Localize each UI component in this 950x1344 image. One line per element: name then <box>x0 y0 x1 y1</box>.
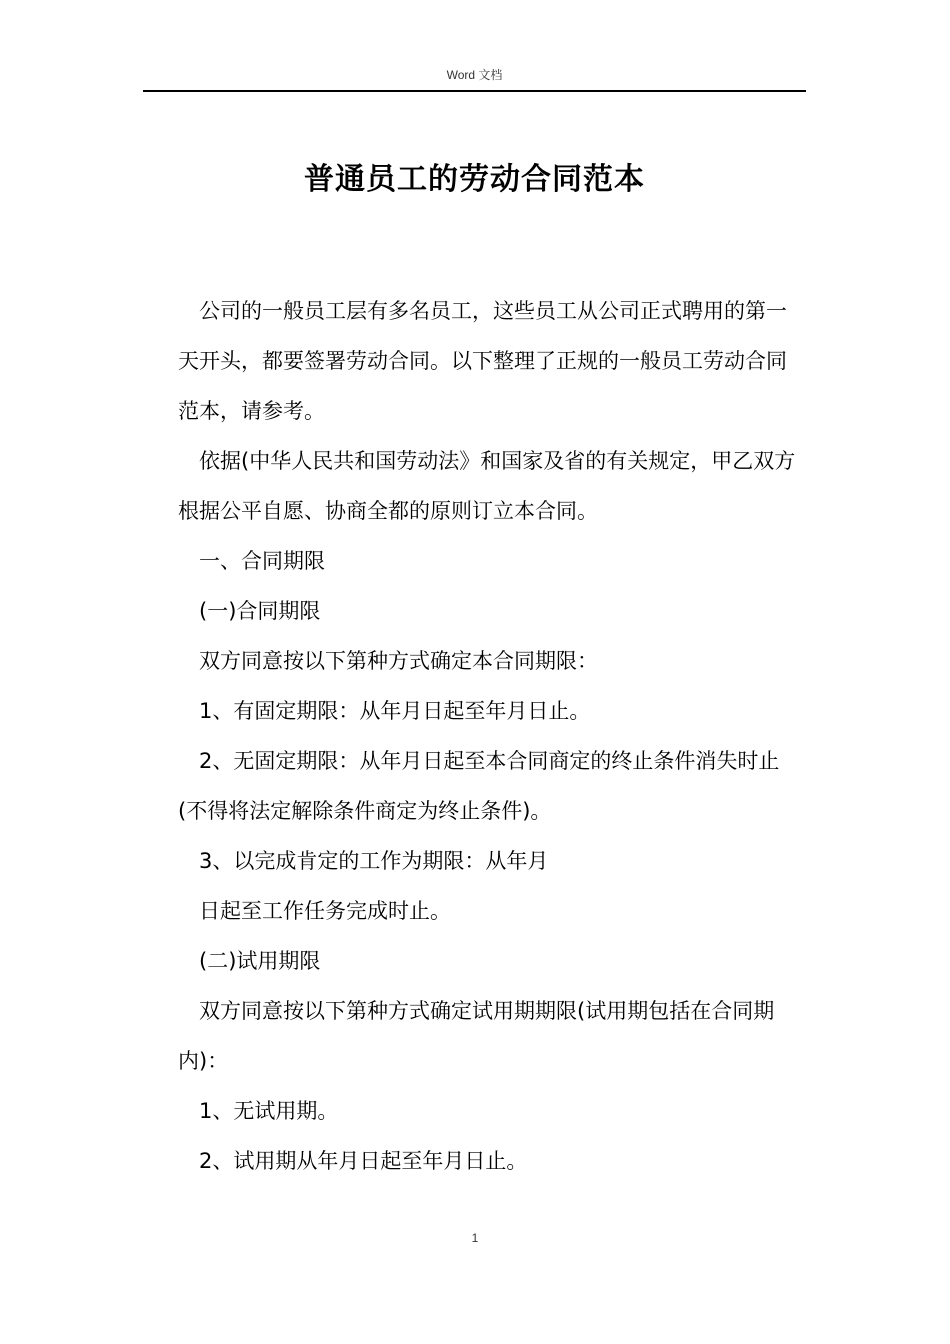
paragraph: 双方同意按以下第种方式确定试用期期限(试用期包括在合同期内)： <box>178 999 775 1073</box>
subsection-heading: (一)合同期限 <box>199 599 321 623</box>
subsection-heading: (二)试用期限 <box>199 949 321 973</box>
list-item: 3、以完成肯定的工作为期限：从年月 <box>199 849 549 873</box>
page-number: 1 <box>471 1231 479 1245</box>
paragraph: 依据(中华人民共和国劳动法》和国家及省的有关规定，甲乙双方根据公平自愿、协商全都的原则订立本合同。 <box>178 449 796 523</box>
paragraph: 公司的一般员工层有多名员工，这些员工从公司正式聘用的第一天开头，都要签署劳动合同。以下整理了正规的一般员工劳动合同范本，请参考。 <box>178 299 787 423</box>
header-text: Word 文档 <box>446 68 503 82</box>
paragraph: 双方同意按以下第种方式确定本合同期限： <box>199 649 598 673</box>
list-item: 2、试用期从年月日起至年月日止。 <box>199 1149 528 1173</box>
document-title: 普通员工的劳动合同范本 <box>304 162 645 197</box>
list-item: 2、无固定期限：从年月日起至本合同商定的终止条件消失时止(不得将法定解除条件商定为终止条件)。 <box>178 749 780 823</box>
list-item: 1、无试用期。 <box>199 1099 339 1123</box>
document-body <box>178 286 804 1186</box>
list-item: 1、有固定期限：从年月日起至年月日止。 <box>199 699 591 723</box>
paragraph: 日起至工作任务完成时止。 <box>199 899 451 923</box>
page-header <box>143 64 806 92</box>
section-heading: 一、合同期限 <box>199 549 325 573</box>
